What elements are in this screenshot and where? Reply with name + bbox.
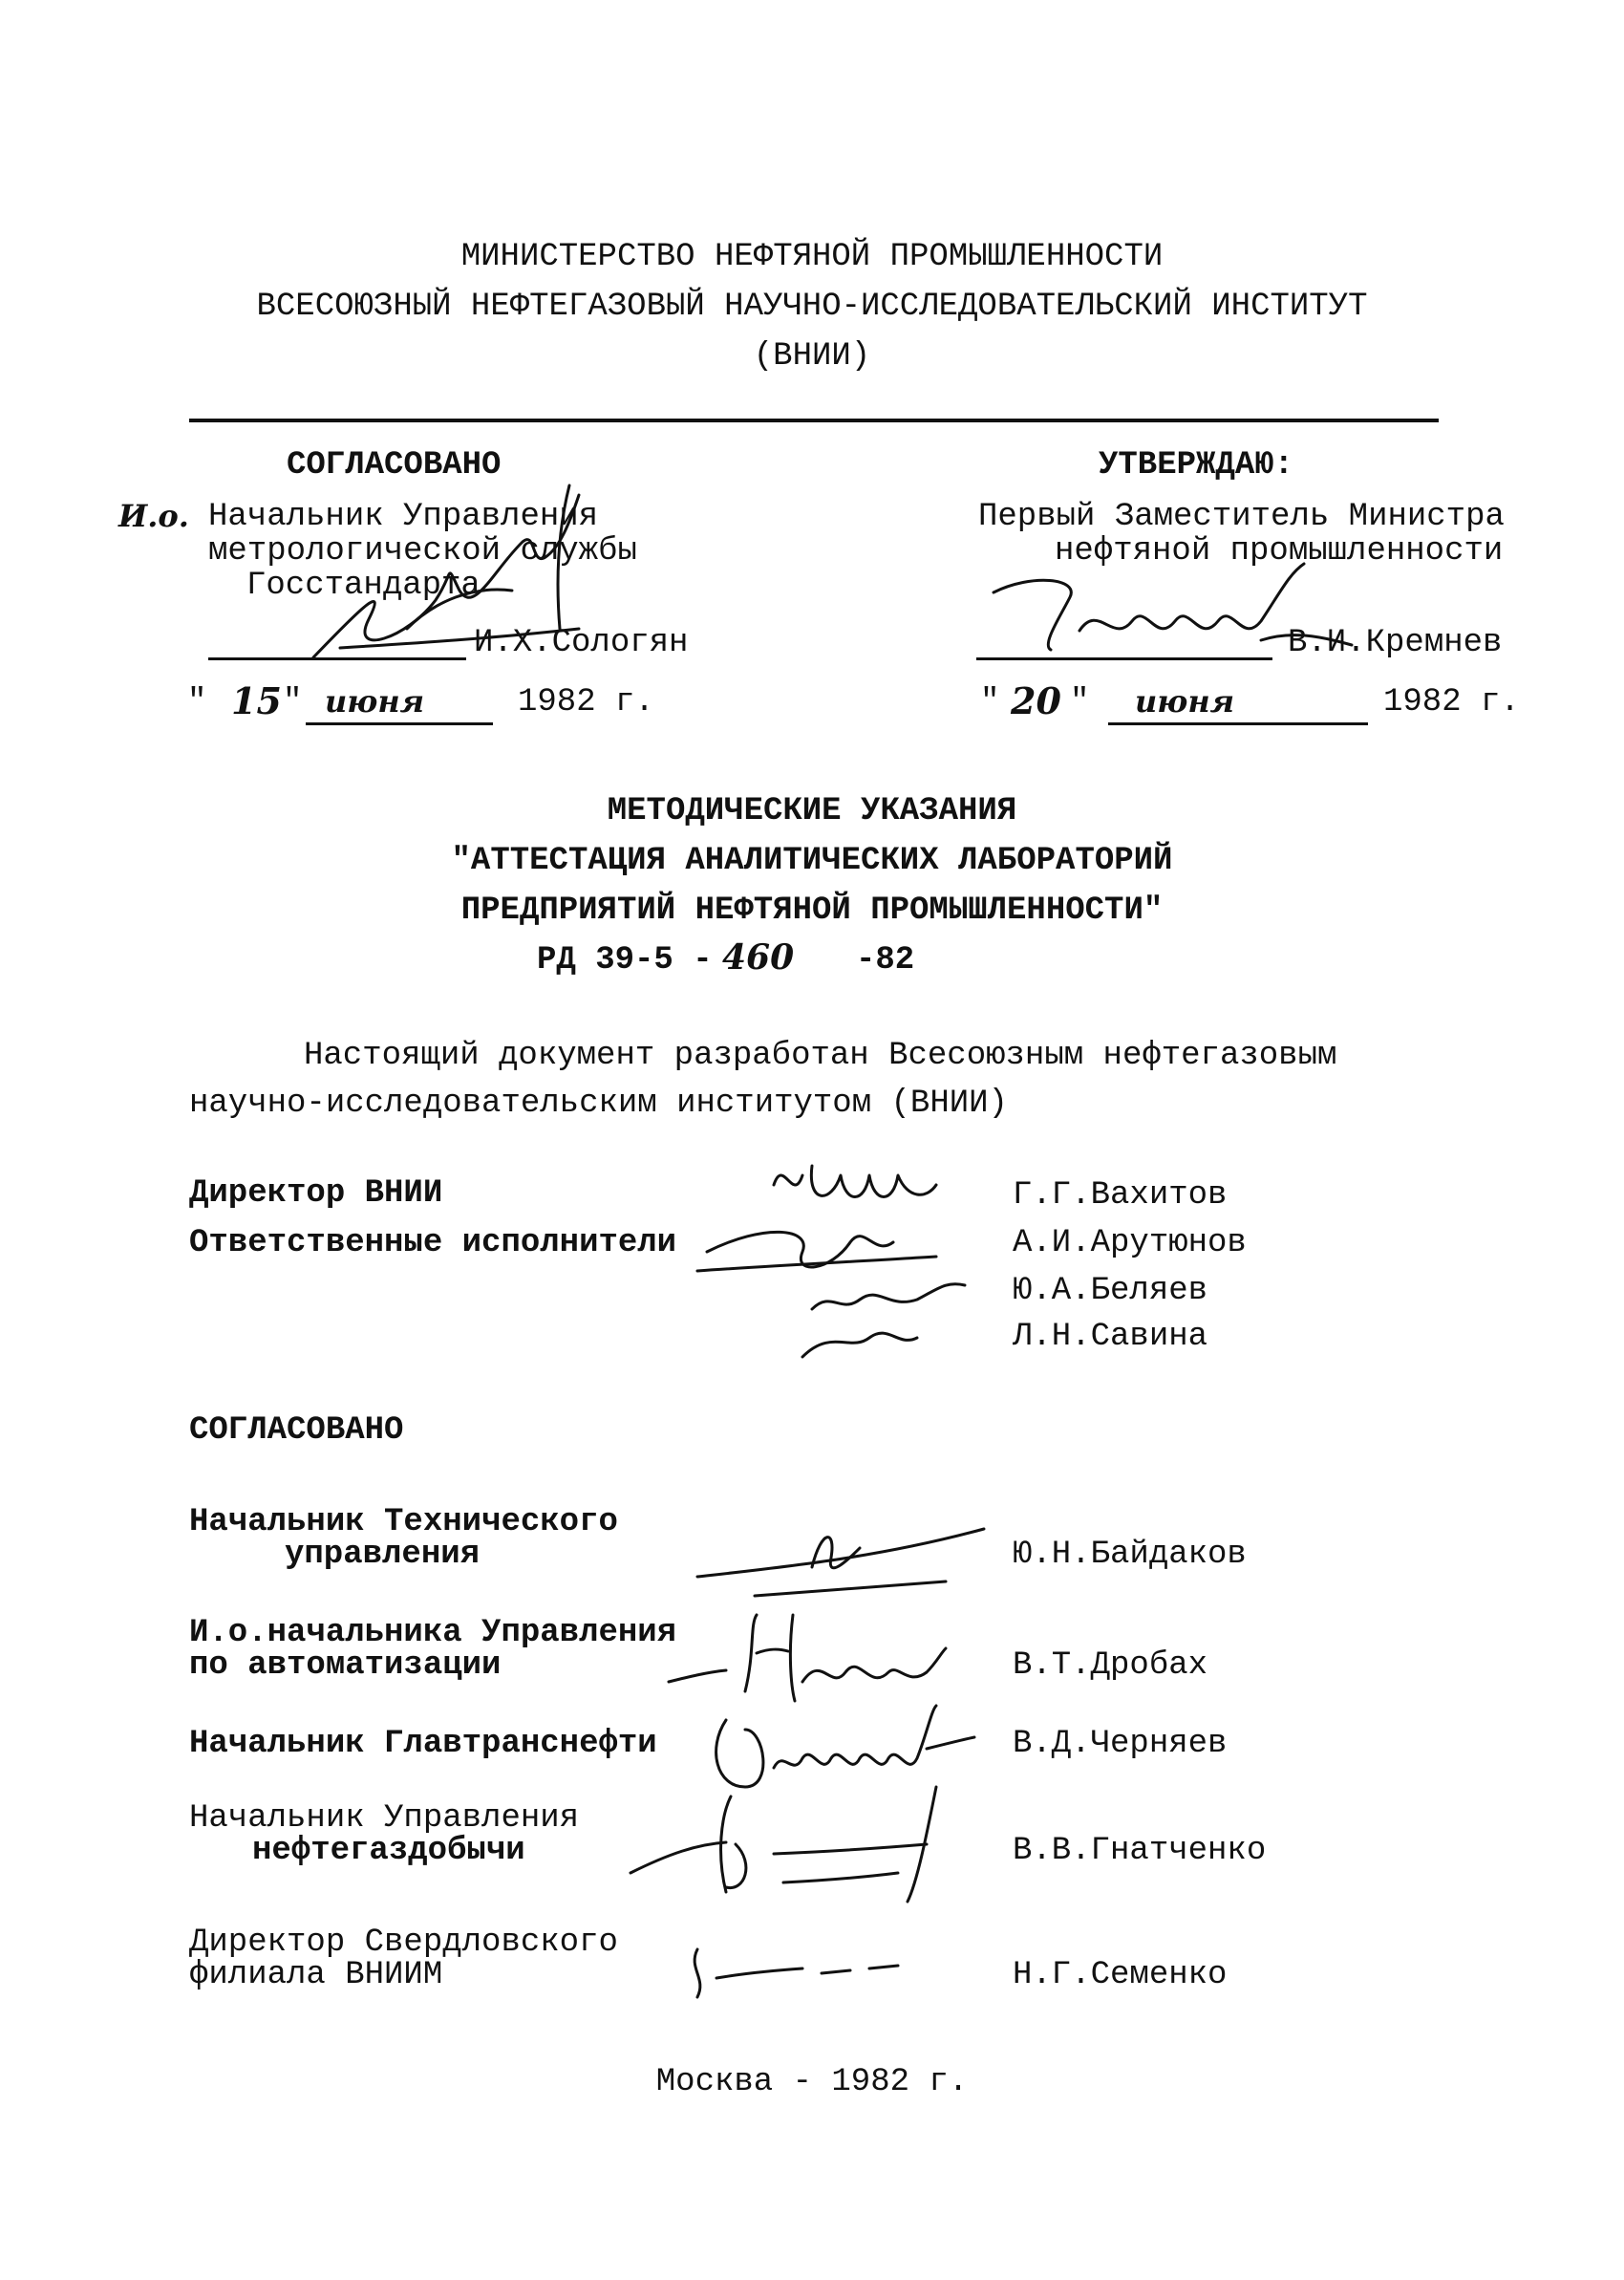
right-date-month: июня <box>1135 683 1235 720</box>
developer-name-3: Ю.А.Беляев <box>1013 1273 1208 1309</box>
header-divider <box>189 419 1439 422</box>
agreed-row-3-name: В.Д.Черняев <box>1013 1726 1228 1762</box>
agreed-row-2-title-line1: И.о.начальника Управления <box>189 1615 677 1651</box>
director-label: Директор ВНИИ <box>189 1175 443 1212</box>
developer-name-4: Л.Н.Савина <box>1013 1319 1208 1355</box>
gnatchenko-signature-icon <box>611 1777 974 1911</box>
agreed-row-1-title-line1: Начальник Технического <box>189 1504 618 1540</box>
kremnev-signature-icon <box>974 554 1357 669</box>
document-code-suffix: -82 <box>856 942 915 979</box>
document-type: МЕТОДИЧЕСКИЕ УКАЗАНИЯ <box>607 793 1017 829</box>
document-title-line2: ПРЕДПРИЯТИЙ НЕФТЯНОЙ ПРОМЫШЛЕННОСТИ" <box>460 893 1164 929</box>
developers-signatures-icon <box>688 1147 1032 1376</box>
left-date-quote-close: " <box>283 684 303 721</box>
left-date-day: 15 <box>231 679 282 722</box>
left-signatory-name: И.Х.Сологян <box>474 625 689 661</box>
agreed-row-3-title-line1: Начальник Главтранснефти <box>189 1726 657 1762</box>
developer-name-1: Г.Г.Вахитов <box>1013 1177 1228 1214</box>
approve-heading: УТВЕРЖДАЮ: <box>1099 447 1294 484</box>
right-date-quote-close: " <box>1070 684 1090 721</box>
acting-prefix: И.о. <box>118 498 189 534</box>
agreed-row-4-title-line2: нефтегаздобычи <box>252 1833 525 1869</box>
left-date-quote-open: " <box>187 684 207 721</box>
document-code-number: 460 <box>722 937 795 978</box>
agreed-row-1-name: Ю.Н.Байдаков <box>1013 1537 1247 1573</box>
left-position-line1: Начальник Управления <box>208 499 599 535</box>
agreed-row-1-title-line2: управления <box>285 1537 481 1573</box>
agreed-row-4-title-line1: Начальник Управления <box>189 1800 580 1837</box>
developer-name-2: А.И.Арутюнов <box>1013 1225 1247 1261</box>
semenko-signature-icon <box>669 1930 936 2016</box>
right-date-month-line <box>1108 722 1368 725</box>
agreed-row-5-title-line1: Директор Свердловского <box>189 1925 618 1961</box>
right-date-quote-open: " <box>980 684 1000 721</box>
agreed-heading-left: СОГЛАСОВАНО <box>287 447 502 484</box>
city-year: Москва - 1982 г. <box>655 2064 969 2100</box>
right-position-line2: нефтяной промышленности <box>1055 533 1504 570</box>
right-date-day: 20 <box>1011 679 1061 722</box>
agreed-row-5-title-line2: филиала ВНИИМ <box>189 1957 443 1993</box>
right-date-year: 1982 г. <box>1383 684 1520 721</box>
right-position-line1: Первый Заместитель Министра <box>978 499 1505 535</box>
intro-line1: Настоящий документ разработан Всесоюзным нефтегазовым <box>304 1038 1337 1074</box>
ministry-name: МИНИСТЕРСТВО НЕФТЯНОЙ ПРОМЫШЛЕННОСТИ <box>460 239 1164 275</box>
institute-name: ВСЕСОЮЗНЫЙ НЕФТЕГАЗОВЫЙ НАУЧНО-ИССЛЕДОВАТЕЛЬСКИЙ ИНСТИТУТ <box>256 289 1368 325</box>
agreed-row-2-title-line2: по автоматизации <box>189 1647 502 1684</box>
agreed-heading: СОГЛАСОВАНО <box>189 1412 404 1449</box>
left-date-month-line <box>306 722 493 725</box>
agreed-row-4-name: В.В.Гнатченко <box>1013 1833 1267 1869</box>
agreed-row-5-name: Н.Г.Семенко <box>1013 1957 1228 1993</box>
document-title-line1: "АТТЕСТАЦИЯ АНАЛИТИЧЕСКИХ ЛАБОРАТОРИЙ <box>451 843 1173 879</box>
right-signatory-name: В.И.Кремнев <box>1288 625 1503 661</box>
intro-line2: научно-исследовательским институтом (ВНИИ) <box>189 1086 1008 1122</box>
sologyan-signature-icon <box>302 457 617 686</box>
document-code-prefix: РД 39-5 - <box>537 942 713 979</box>
agreed-row-2-name: В.Т.Дробах <box>1013 1647 1208 1684</box>
executors-label: Ответственные исполнители <box>189 1225 677 1261</box>
left-position-line2: метрологической службы <box>208 533 637 570</box>
left-position-line3: Госстандарта <box>246 568 481 604</box>
left-date-month: июня <box>325 683 425 720</box>
left-date-year: 1982 г. <box>518 684 654 721</box>
institute-abbreviation: (ВНИИ) <box>753 338 871 375</box>
